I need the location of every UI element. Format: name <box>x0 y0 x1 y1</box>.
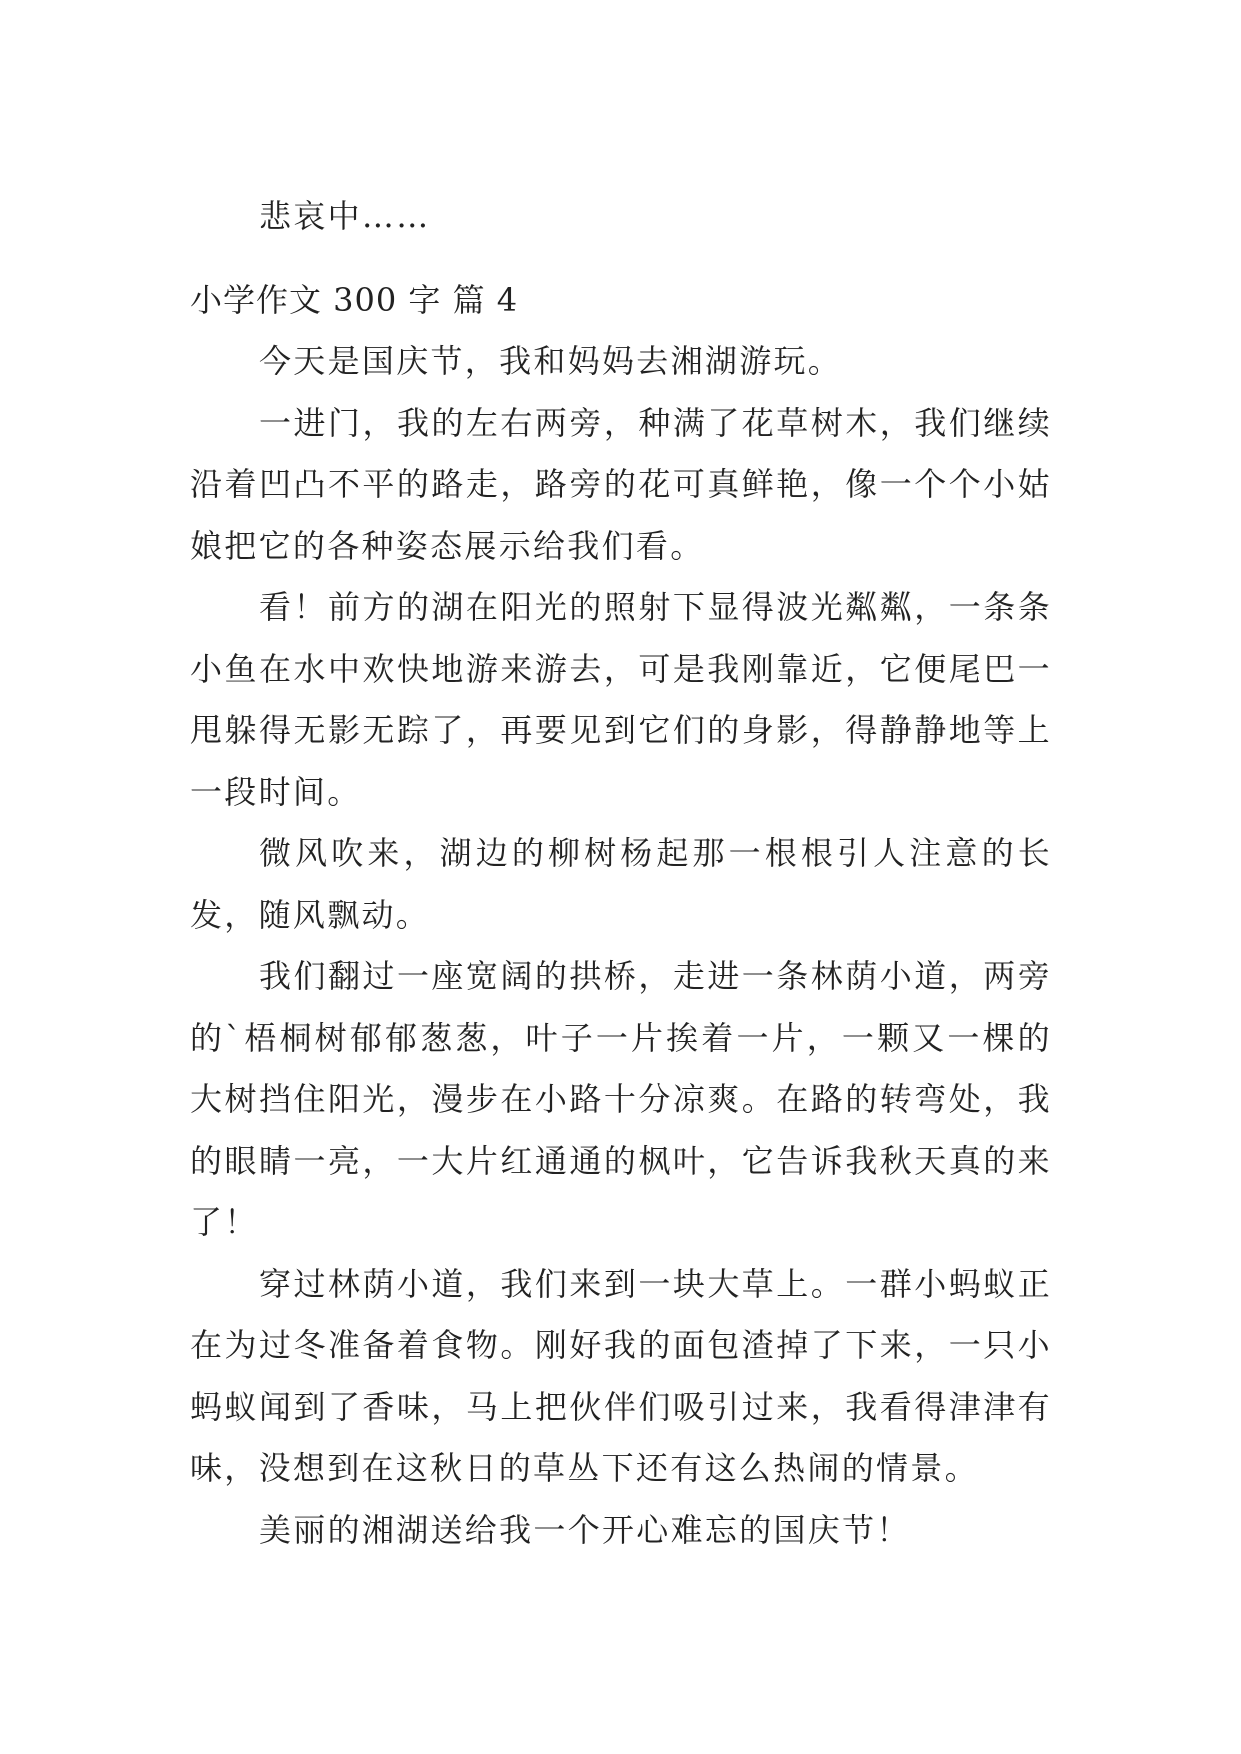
section-heading: 小学作文 300 字 篇 4 <box>190 281 519 319</box>
paragraph-3: 看！前方的湖在阳光的照射下显得波光粼粼，一条条小鱼在水中欢快地游来游去，可是我刚靠近，它便尾巴一甩躲得无影无踪了，再要见到它们的身影，得静静地等上一段时间。 <box>190 588 1052 811</box>
previous-text-fragment: 悲哀中…… <box>259 197 431 235</box>
paragraph-6: 穿过林荫小道，我们来到一块大草上。一群小蚂蚁正在为过冬准备着食物。刚好我的面包渣掉了下来，一只小蚂蚁闻到了香味，马上把伙伴们吸引过来，我看得津津有味，没想到在这秋日的草丛下还有这么热闹的情景。 <box>190 1264 1052 1487</box>
paragraph-1: 今天是国庆节，我和妈妈去湘湖游玩。 <box>259 342 843 380</box>
paragraph-5: 我们翻过一座宽阔的拱桥，走进一条林荫小道，两旁的`梧桐树郁郁葱葱，叶子一片挨着一片，一颗又一棵的大树挡住阳光，漫步在小路十分凉爽。在路的转弯处，我的眼睛一亮，一大片红通通的枫叶，它告诉我秋天真的来了！ <box>190 957 1052 1241</box>
essay-body <box>190 331 1052 1561</box>
paragraph-7: 美丽的湘湖送给我一个开心难忘的国庆节！ <box>259 1510 911 1549</box>
paragraph-2: 一进门，我的左右两旁，种满了花草树木，我们继续沿着凹凸不平的路走，路旁的花可真鲜艳，像一个个小姑娘把它的各种姿态展示给我们看。 <box>190 403 1052 565</box>
paragraph-4: 微风吹来，湖边的柳树杨起那一根根引人注意的长发，随风飘动。 <box>190 834 1052 934</box>
